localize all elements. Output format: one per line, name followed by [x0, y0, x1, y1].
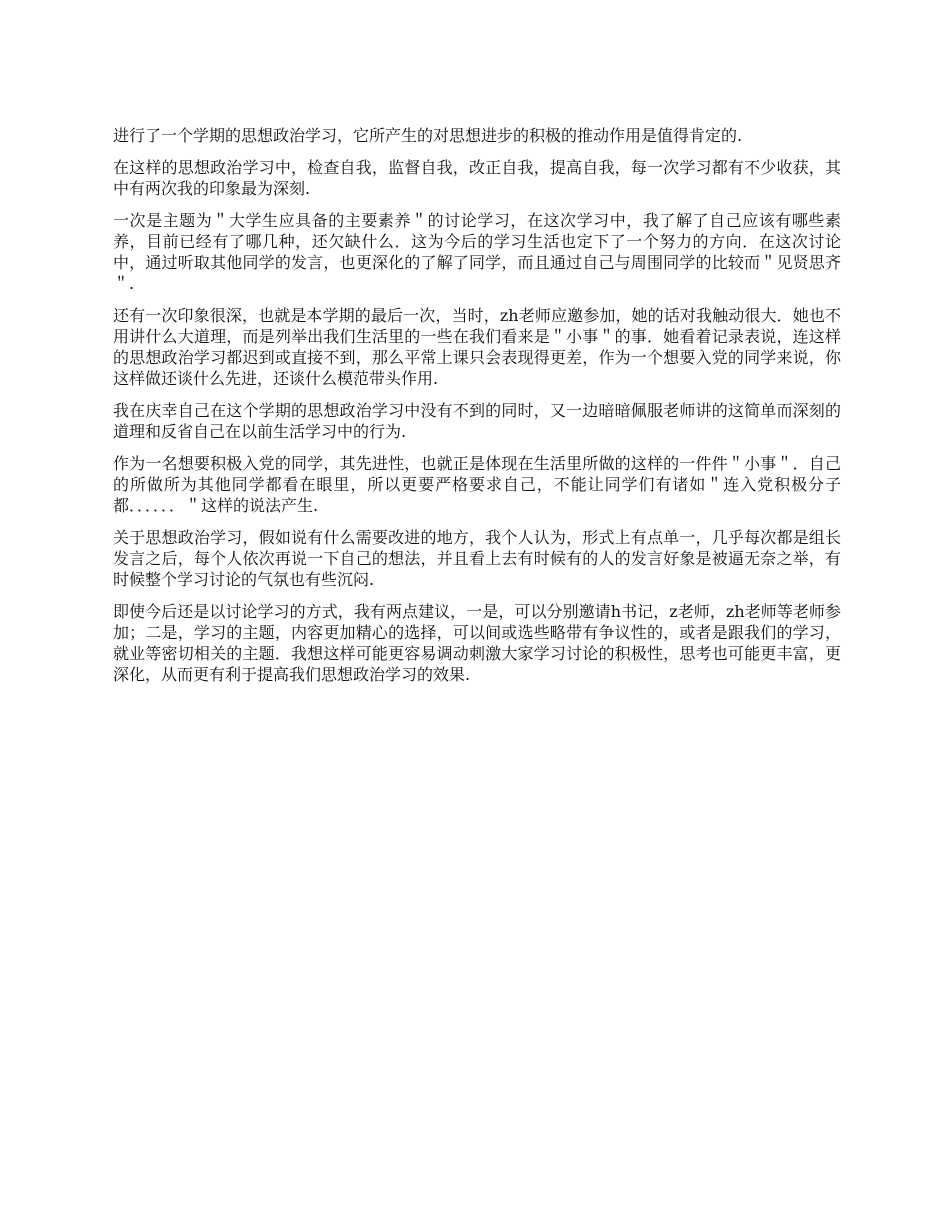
document-body [113, 125, 841, 696]
paragraph-4: 还有一次印象很深，也就是本学期的最后一次，当时，zh老师应邀参加，她的话对我触动很大．她也不用讲什么大道理，而是列举出我们生活里的一些在我们看来是＂小事＂的事．她看着记录表说，连这样的思想政治学习都迟到或直接不到，那么平常上课只会表现得更差，作为一个想要入党的同学来说，你这样做还谈什么先进，还谈什么模范带头作用. [113, 306, 841, 388]
paragraph-7: 关于思想政治学习，假如说有什么需要改进的地方，我个人认为，形式上有点单一，几乎每次都是组长发言之后，每个人依次再说一下自己的想法，并且看上去有时候有的人的发言好象是被逼无奈之举，有时候整个学习讨论的气氛也有些沉闷. [113, 528, 841, 589]
paragraph-5: 我在庆幸自己在这个学期的思想政治学习中没有不到的同时，又一边暗暗佩服老师讲的这简单而深刻的道理和反省自己在以前生活学习中的行为. [113, 401, 841, 441]
paragraph-1: 进行了一个学期的思想政治学习，它所产生的对思想进步的积极的推动作用是值得肯定的. [113, 126, 743, 145]
paragraph-3: 一次是主题为＂大学生应具备的主要素养＂的讨论学习，在这次学习中，我了解了自己应该有哪些素养，目前已经有了哪几种，还欠缺什么．这为今后的学习生活也定下了一个努力的方向．在这次讨论中，通过听取其他同学的发言，也更深化的了解了同学，而且通过自己与周围同学的比较而＂见贤思齐＂. [113, 211, 841, 293]
paragraph-6: 作为一名想要积极入党的同学，其先进性，也就正是体现在生活里所做的这样的一件件＂小事＂．自己的所做所为其他同学都看在眼里，所以更要严格要求自己，不能让同学们有诸如＂连入党积极分子都．．．．．．＂这样的说法产生. [113, 454, 841, 515]
paragraph-2: 在这样的思想政治学习中，检查自我，监督自我，改正自我，提高自我，每一次学习都有不少收获，其中有两次我的印象最为深刻. [113, 158, 841, 198]
paragraph-8: 即使今后还是以讨论学习的方式，我有两点建议，一是，可以分别邀请h书记，z老师，zh老师等老师参加；二是，学习的主题，内容更加精心的选择，可以间或选些略带有争议性的，或者是跟我们的学习，就业等密切相关的主题．我想这样可能更容易调动刺激大家学习讨论的积极性，思考也可能更丰富，更深化，从而更有利于提高我们思想政治学习的效果. [113, 602, 841, 684]
